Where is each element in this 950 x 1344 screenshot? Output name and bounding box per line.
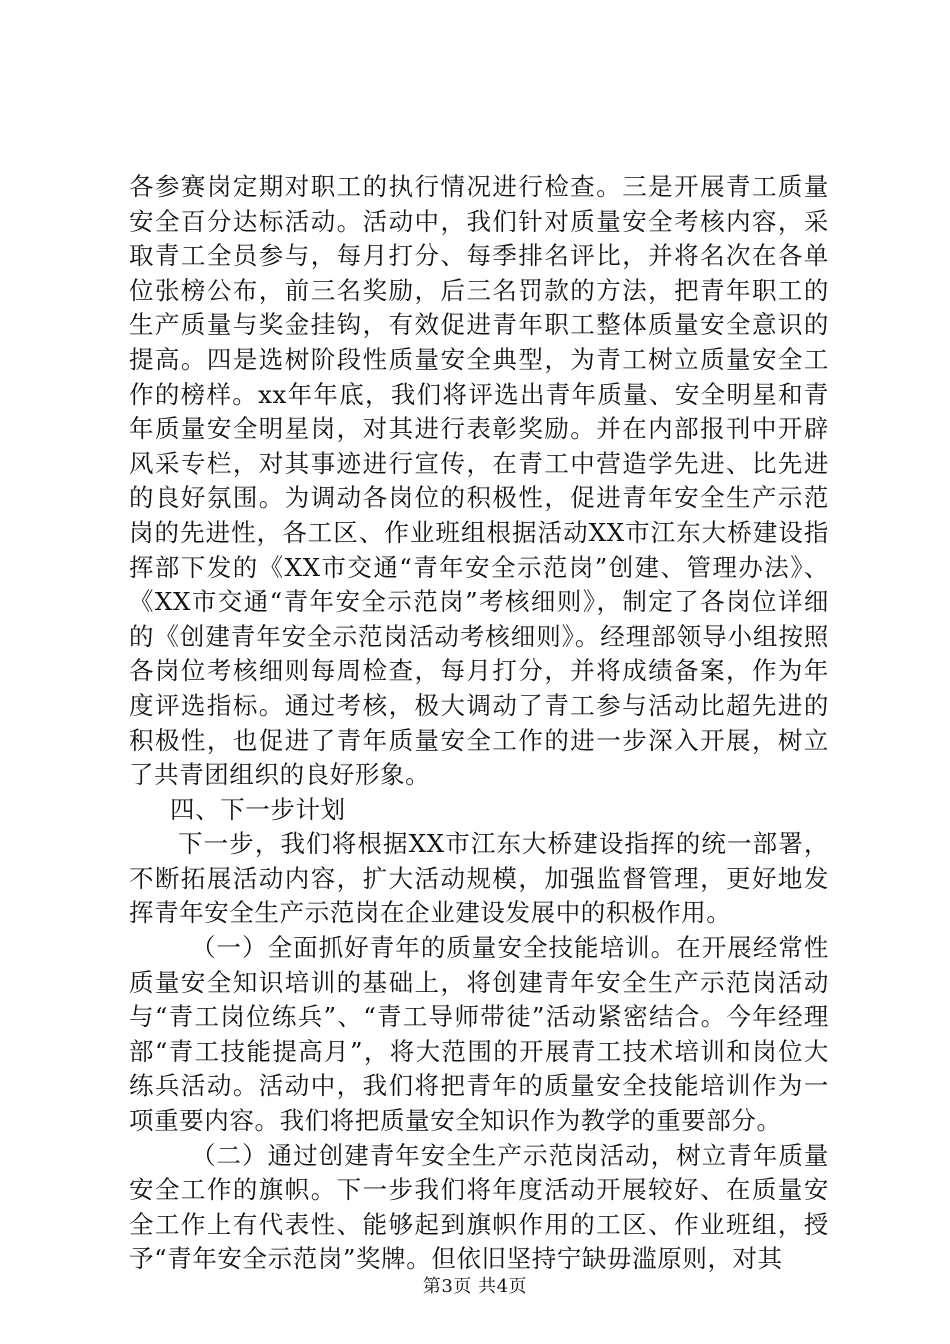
document-body bbox=[129, 170, 829, 1277]
paragraph-model-post-flag: （二）通过创建青年安全生产示范岗活动，树立青年质量安全工作的旗帜。下一步我们将年度活动开展较好、在质量安全工作上有代表性、能够起到旗帜作用的工区、作业班组，授予“青年安全示范岗”奖牌。但依旧坚持宁缺毋滥原则，对其 bbox=[129, 1140, 829, 1274]
section-heading-next-plan: 四、下一步计划 bbox=[170, 794, 346, 824]
paragraph-inspection-activities: 各参赛岗定期对职工的执行情况进行检查。三是开展青工质量安全百分达标活动。活动中，我们针对质量安全考核内容，采取青工全员参与，每月打分、每季排名评比，并将名次在各单位张榜公布，前三名奖励，后三名罚款的方法，把青年职工的生产质量与奖金挂钩，有效促进青年职工整体质量安全意识的提高。四是选树阶段性质量安全典型，为青工树立质量安全工作的榜样。xx年年底，我们将评选出青年质量、安全明星和青年质量安全明星岗，对其进行表彰奖励。并在内部报刊中开辟风采专栏，对其事迹进行宣传，在青工中营造学先进、比先进的良好氛围。为调动各岗位的积极性，促进青年安全生产示范岗的先进性，各工区、作业班组根据活动XX市江东大桥建设指挥部下发的《XX市交通“青年安全示范岗”创建、管理办法》、《XX市交通“青年安全示范岗”考核细则》，制定了各岗位详细的《创建青年安全示范岗活动考核细则》。经理部领导小组按照各岗位考核细则每周检查，每月打分，并将成绩备案，作为年度评选指标。通过考核，极大调动了青工参与活动比超先进的积极性，也促进了青年质量安全工作的进一步深入开展，树立了共青团组织的良好形象。 bbox=[129, 172, 829, 790]
paragraph-skill-training: （一）全面抓好青年的质量安全技能培训。在开展经常性质量安全知识培训的基础上，将创建青年安全生产示范岗活动与“青工岗位练兵”、“青工导师带徒”活动紧密结合。今年经理部“青工技能提高月”，将大范围的开展青工技术培训和岗位大练兵活动。活动中，我们将把青年的质量安全技能培训作为一项重要内容。我们将把质量安全知识作为教学的重要部分。 bbox=[129, 933, 829, 1136]
page-number-footer: 第3页 共4页 bbox=[422, 1276, 528, 1297]
paragraph-next-step-intro: 下一步，我们将根据XX市江东大桥建设指挥的统一部署，不断拓展活动内容，扩大活动规模，加强监督管理，更好地发挥青年安全生产示范岗在企业建设发展中的积极作用。 bbox=[129, 829, 829, 928]
